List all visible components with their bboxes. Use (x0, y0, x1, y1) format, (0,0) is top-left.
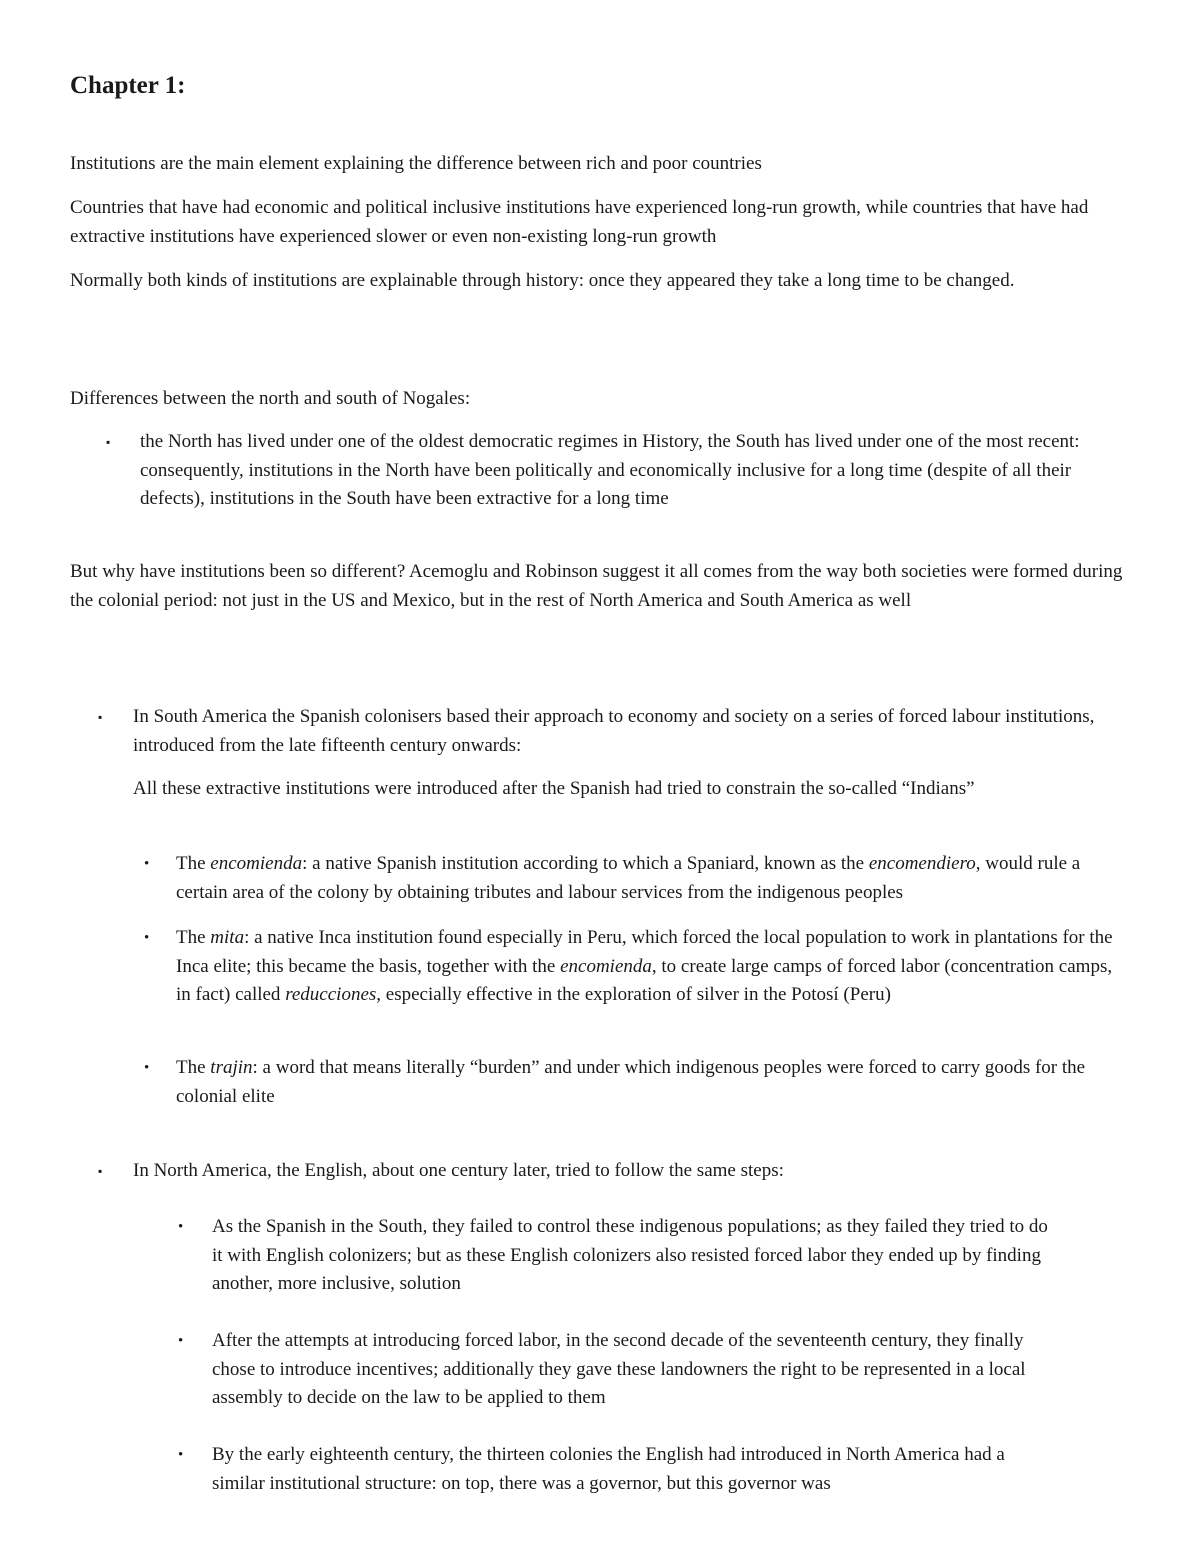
south-america-note: All these extractive institutions were introduced after the Spanish had tried to constrain the so-called “Indians” (133, 778, 975, 799)
nogales-bullet-text: the North has lived under one of the oldest democratic regimes in History, the South has lived under one of the most recent: consequently, institutions in the North have been politically and economically inclusive for a long time (despite of all their defects), institutions in the South have been extractive for a long time (140, 431, 1080, 509)
square-bullet-icon: ▪ (106, 435, 111, 449)
round-bullet-icon: • (144, 930, 150, 946)
round-bullet-icon: • (178, 1447, 184, 1463)
north-item-3-text: By the early eighteenth century, the thirteen colonies the English had introduced in North America had a similar institutional structure: on top, there was a governor, but this governor was (212, 1444, 1005, 1494)
square-bullet-icon: ▪ (98, 1164, 103, 1178)
term-encomendiero: encomendiero (868, 853, 976, 874)
intro-paragraph-2: Countries that have had economic and political inclusive institutions have experienced long-run growth, while countries that have had extractive institutions have experienced slower or even non-existing long-run growth (70, 197, 1089, 247)
round-bullet-icon: • (178, 1219, 184, 1235)
intro-paragraph-1: Institutions are the main element explaining the difference between rich and poor countries (70, 153, 762, 174)
encomienda-text: The encomienda: a native Spanish institution according to which a Spaniard, known as the encomendiero, would rule a certain area of the colony by obtaining tributes and labour services from the indigenous peoples (176, 853, 1081, 903)
round-bullet-icon: • (144, 1060, 150, 1076)
trajin-text: The trajin: a word that means literally “burden” and under which indigenous peoples were forced to carry goods for the colonial elite (176, 1057, 1086, 1107)
term-reducciones: reducciones (285, 984, 377, 1005)
chapter-heading: Chapter 1: (70, 72, 186, 99)
round-bullet-icon: • (178, 1333, 184, 1349)
square-bullet-icon: ▪ (98, 710, 103, 724)
term-trajin: trajin (210, 1057, 253, 1078)
north-item-1-text: As the Spanish in the South, they failed to control these indigenous populations; as they failed they tried to do it with English colonizers; but as these English colonizers also resisted forced labor they ended up by finding another, more inclusive, solution (212, 1216, 1048, 1294)
nogales-title: Differences between the north and south of Nogales: (70, 388, 471, 409)
term-mita: mita (210, 927, 245, 948)
round-bullet-icon: • (144, 856, 150, 872)
mita-text: The mita: a native Inca institution found especially in Peru, which forced the local population to work in plantations for the Inca elite; this became the basis, together with the encomienda, to create large camps of forced labor (concentration camps, in fact) called reducciones, especially effective in the exploration of silver in the Potosí (Peru) (176, 927, 1113, 1005)
why-paragraph: But why have institutions been so different? Acemoglu and Robinson suggest it all comes from the way both societies were formed during the colonial period: not just in the US and Mexico, but in the rest of North America and South America as well (70, 561, 1123, 611)
north-america-bullet-text: In North America, the English, about one century later, tried to follow the same steps: (133, 1160, 784, 1181)
south-america-bullet-text: In South America the Spanish colonisers based their approach to economy and society on a series of forced labour institutions, introduced from the late fifteenth century onwards: (133, 706, 1095, 756)
term-encomienda: encomienda (560, 955, 652, 977)
north-item-2-text: After the attempts at introducing forced labor, in the second decade of the seventeenth century, they finally chose to introduce incentives; additionally they gave these landowners the right to be represented in a local assembly to decide on the law to be applied to them (212, 1330, 1026, 1408)
term-encomienda: encomienda (210, 853, 303, 874)
intro-paragraph-3: Normally both kinds of institutions are explainable through history: once they appeared they take a long time to be changed. (70, 270, 1015, 291)
